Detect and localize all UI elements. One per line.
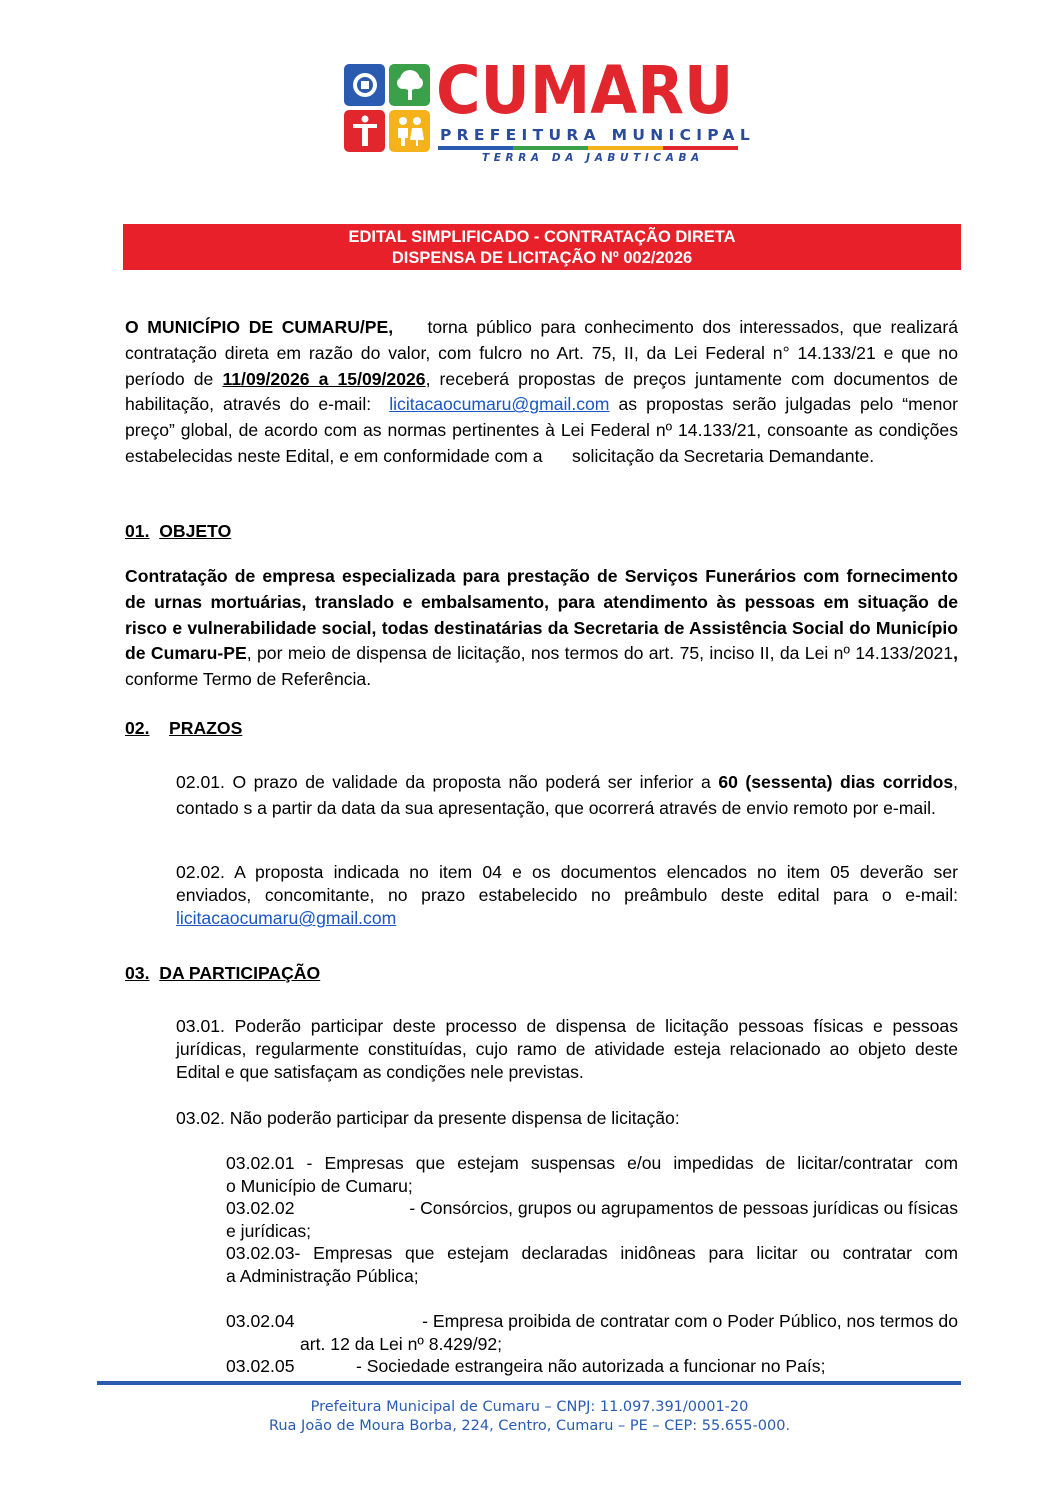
subitem-030203: 03.02.03- Empresas que estejam declaradas inidôneas para licitar ou contratar com a Administração Pública; [226,1243,958,1286]
section-03-heading: 03. DA PARTICIPAÇÃO [125,963,321,983]
coat-of-arms-icon [344,64,385,106]
christ-statue-icon [344,110,385,152]
prefeitura-logo [344,52,756,168]
footer-line-1: Prefeitura Municipal de Cumaru – CNPJ: 11.097.391/0001-20 [310,1399,749,1415]
footer-line-2: Rua João de Moura Borba, 224, Centro, Cumaru – PE – CEP: 55.655-000. [268,1418,791,1434]
logo-tagline: TERRA DA JABUTICABA [482,152,704,164]
subitem-030201: 03.02.01 - Empresas que estejam suspensas e/ou impedidas de licitar/contratar com o Município de Cumaru; [226,1153,958,1196]
logo-subtitle: PREFEITURA MUNICIPAL [440,126,756,144]
prazos-item-1: 02.01. O prazo de validade da proposta não poderá ser inferior a 60 (sessenta) dias corridos, contado s a partir da data da sua apresentação, que ocorrerá através de envio remoto por e-mail. [176,772,959,818]
municipio-name: O MUNICÍPIO DE CUMARU/PE, [125,317,394,337]
email-link[interactable]: licitacaocumaru@gmail.com [389,394,610,415]
subitem-030205: 03.02.05 - Sociedade estrangeira não autorizada a funcionar no País; [226,1356,826,1376]
preamble-paragraph: O MUNICÍPIO DE CUMARU/PE, torna público para conhecimento dos interessados, que realizará contratação direta em razão do valor, com fulcro no Art. 75, II, da Lei Federal n° 14.133/21 e que no período de 11/09/2026 a 15/09/2026, receberá propostas de preços juntamente com documentos de habilitação, através do e-mail: licitacaocumaru@gmail.com as propostas serão julgadas pelo “menor preço” global, de acordo com as normas pertinentes à Lei Federal nº 14.133/21, consoante as condições estabelecidas neste Edital, e em conformidade com a solicitação da Secretaria Demandante. [125,317,959,466]
title-line-1: EDITAL SIMPLIFICADO - CONTRATAÇÃO DIRETA [348,228,736,246]
prazos-item-2: 02.02. A proposta indicada no item 04 e os documentos elencados no item 05 deverão ser enviados, concomitante, no prazo estabelecido no preâmbulo deste edital para o e-mail: licitacaocumaru@gmail.com [176,862,958,928]
document-title [123,224,961,270]
title-line-2: DISPENSA DE LICITAÇÃO Nº 002/2026 [391,249,693,267]
participacao-item-2: 03.02. Não poderão participar da presente dispensa de licitação: [176,1108,680,1128]
subitem-030202: 03.02.02 - Consórcios, grupos ou agrupamentos de pessoas jurídicas ou físicas e jurídicas; [226,1198,958,1241]
participacao-item-1: 03.01. Poderão participar deste processo de dispensa de licitação pessoas físicas e pessoas jurídicas, regularmente constituídas, cujo ramo de atividade esteja relacionado ao objeto deste Edital e que satisfaçam as condições nele previstas. [176,1016,958,1082]
children-icon [389,110,430,152]
logo-emblem [344,64,430,152]
logo-name: CUMARU [436,52,734,129]
subitem-030204: 03.02.04 - Empresa proibida de contratar com o Poder Público, nos termos do art. 12 da Lei nº 8.429/92; [226,1311,958,1354]
email-link-2[interactable]: licitacaocumaru@gmail.com [176,908,397,928]
tree-icon [389,64,430,106]
periodo: 11/09/2026 a 15/09/2026 [222,368,426,389]
logo-color-stripe [438,146,738,150]
section-02-heading: 02. PRAZOS [125,718,243,738]
section-01-heading: 01. OBJETO [125,521,232,541]
objeto-paragraph: Contratação de empresa especializada para prestação de Serviços Funerários com fornecimento de urnas mortuárias, translado e embalsamento, para atendimento às pessoas em situação de risco e vulnerabilidade social, todas destinatárias da Secretaria de Assistência Social do Município de Cumaru-PE, por meio de dispensa de licitação, nos termos do art. 75, inciso II, da Lei nº 14.133/2021, conforme Termo de Referência. [125,566,958,690]
footer-divider [97,1381,961,1385]
